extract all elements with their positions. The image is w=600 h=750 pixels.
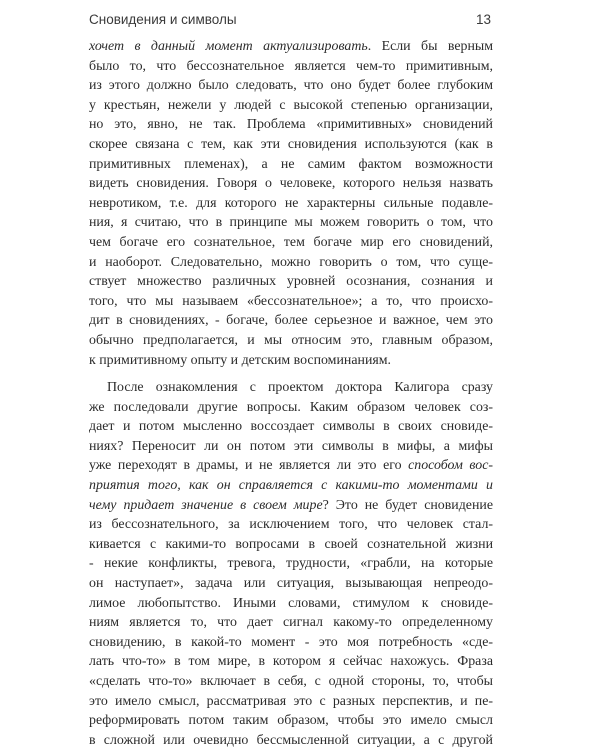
text-line bbox=[89, 515, 493, 535]
paragraph bbox=[89, 37, 493, 370]
text-segment: После ознакомления с проектом доктора Калигора сразу bbox=[107, 380, 493, 396]
text-line bbox=[89, 331, 493, 351]
text-segment: это имело смысл, рассматривая это с разных перспектив, и пе- bbox=[89, 693, 493, 709]
text-segment: ния, я считаю, что в принципе мы можем говорить о том, что bbox=[89, 215, 493, 231]
text-line bbox=[89, 174, 493, 194]
paragraph-gap bbox=[89, 370, 493, 378]
italic-text: способом вос- bbox=[408, 458, 493, 474]
text-line bbox=[89, 311, 493, 331]
text-line bbox=[89, 57, 493, 77]
text-segment: ниям является то, что дает сигнал какому-то определенному bbox=[89, 615, 493, 631]
text-line bbox=[89, 554, 493, 574]
text-line bbox=[89, 652, 493, 672]
text-segment: и наоборот. Следовательно, можно говорить о том, что суще- bbox=[89, 254, 493, 270]
text-line bbox=[89, 574, 493, 594]
italic-text: приятия того, как он справляется с какими-то моментами и bbox=[89, 478, 493, 494]
text-segment: примитивных племенах), а не самим фактом возможности bbox=[89, 156, 493, 172]
text-segment: «сделать что-то» включает в себя, с одной стороны, то, чтобы bbox=[89, 674, 493, 689]
text-line bbox=[89, 456, 493, 476]
text-line bbox=[89, 292, 493, 312]
text-segment: видеть сновидения. Говоря о человеке, которого нельзя назвать bbox=[89, 176, 493, 192]
running-header bbox=[89, 12, 491, 32]
text-segment: лимое любопытство. Иными словами, стимулом к сновиде- bbox=[89, 595, 493, 611]
text-segment: реформировать потом таким образом, чтобы это имело смысл bbox=[89, 713, 493, 729]
text-line bbox=[89, 594, 493, 614]
text-segment: же последовали другие вопросы. Каким образом человек соз- bbox=[89, 399, 493, 415]
text-line bbox=[89, 253, 493, 273]
text-segment: он наступает», задача или ситуация, вызывающая непреодо- bbox=[89, 576, 493, 592]
text-line bbox=[89, 633, 493, 653]
text-line bbox=[89, 351, 493, 371]
chapter-title: Сновидения и символы bbox=[89, 12, 237, 27]
text-segment: у крестьян, нежели у людей с высокой степенью организации, bbox=[89, 97, 493, 113]
text-segment: . Если бы верным bbox=[367, 39, 494, 54]
text-segment: дает и потом мысленно воссоздает символы в своих сновиде- bbox=[89, 419, 493, 435]
text-segment: сновидению, в какой-то момент - это моя потребность «сде- bbox=[89, 634, 493, 650]
text-line bbox=[89, 233, 493, 253]
text-segment: скорее связана с тем, как эти сновидения используются (как в bbox=[89, 136, 493, 152]
text-segment: ствует множество различных уровней осознания, сознания и bbox=[89, 274, 493, 290]
text-segment: из бессознательного, за исключением того, что человек стал- bbox=[89, 517, 493, 533]
text-line bbox=[89, 476, 493, 496]
text-segment: было то, что бессознательное является чем-то примитивным, bbox=[89, 58, 493, 74]
text-segment: невротиком, т.е. для которого не характерны сильные подавле- bbox=[89, 195, 493, 211]
page-number: 13 bbox=[475, 12, 491, 27]
text-segment: уже переходят в драмы, и не является ли это его bbox=[89, 458, 409, 474]
text-line bbox=[89, 155, 493, 175]
body-text bbox=[89, 37, 493, 750]
italic-text: чему придает значение в своем мире bbox=[89, 497, 323, 513]
text-line bbox=[89, 535, 493, 555]
text-line bbox=[89, 437, 493, 457]
text-segment: того, что мы называем «бессознательное»; а то, что происхо- bbox=[89, 293, 493, 309]
text-segment: к примитивному опыту и детским воспоминаниям. bbox=[89, 352, 392, 368]
paragraph bbox=[89, 378, 493, 750]
text-line bbox=[89, 135, 493, 155]
text-segment: ? Это не будет сновидение bbox=[322, 497, 493, 513]
text-line bbox=[89, 398, 493, 418]
text-segment: дит в сновидениях, - богаче, более серьезное и важное, чем это bbox=[89, 313, 493, 329]
text-line bbox=[89, 711, 493, 731]
text-line bbox=[89, 417, 493, 437]
text-segment: кивается с какими-то вопросами в своей сознательной жизни bbox=[89, 536, 493, 552]
text-segment: - некие конфликты, тревога, трудности, «грабли, на которые bbox=[89, 556, 493, 572]
text-line bbox=[89, 115, 493, 135]
text-line bbox=[89, 213, 493, 233]
text-segment: ниях? Переносит ли он потом эти символы в мифы, а мифы bbox=[89, 438, 493, 454]
text-line bbox=[89, 496, 493, 516]
text-line bbox=[89, 76, 493, 96]
text-line bbox=[89, 272, 493, 292]
text-line bbox=[89, 194, 493, 214]
text-line bbox=[89, 96, 493, 116]
text-line bbox=[89, 731, 493, 750]
text-line bbox=[89, 378, 493, 398]
italic-text: хочет в данный момент актуализировать bbox=[89, 39, 368, 54]
text-segment: в сложной или очевидно бессмысленной ситуации, а с другой bbox=[89, 732, 493, 748]
text-line bbox=[89, 37, 493, 57]
text-segment: из этого должно было следовать, что оно будет более глубоким bbox=[89, 78, 493, 94]
text-segment: но это, явно, не так. Проблема «примитивных» сновидений bbox=[89, 117, 493, 133]
text-line bbox=[89, 672, 493, 692]
text-line bbox=[89, 613, 493, 633]
text-segment: обычно предполагается, и мы относим это, главным образом, bbox=[89, 332, 493, 348]
text-segment: чем богаче его сознательное, тем богаче мир его сновидений, bbox=[89, 234, 493, 250]
text-line bbox=[89, 692, 493, 712]
text-segment: лать что-то» в том мире, в котором я сейчас нахожусь. Фраза bbox=[89, 654, 493, 670]
